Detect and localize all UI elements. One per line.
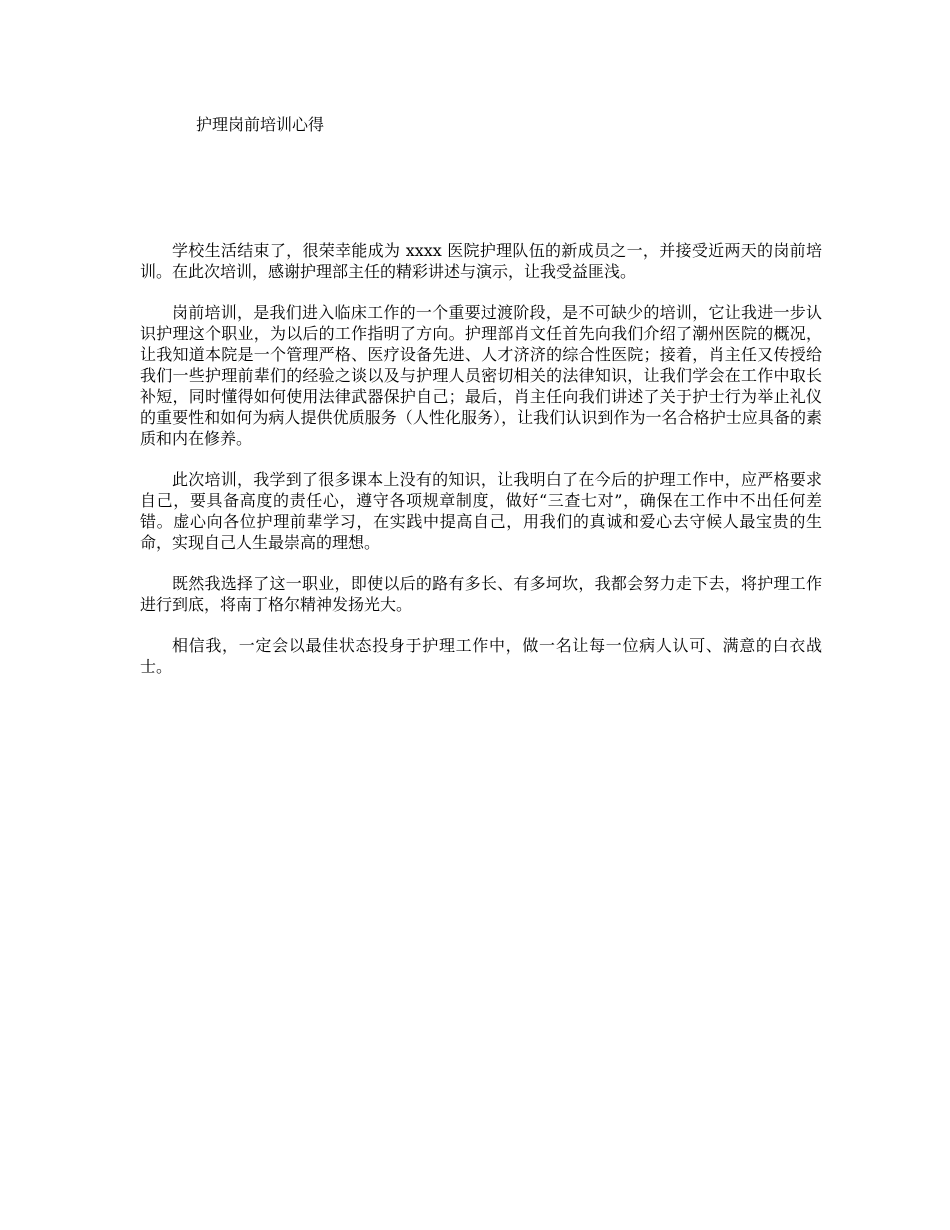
paragraph-2: 岗前培训，是我们进入临床工作的一个重要过渡阶段，是不可缺少的培训，它让我进一步认识护理这个职业，为以后的工作指明了方向。护理部肖文任首先向我们介绍了潮州医院的概况，让我知道本院是一个管理严格、医疗设备先进、人才济济的综合性医院；接着，肖主任又传授给我们一些护理前辈们的经验之谈以及与护理人员密切相关的法律知识，让我们学会在工作中取长补短，同时懂得如何使用法律武器保护自己；最后，肖主任向我们讲述了关于护士行为举止礼仪的重要性和如何为病人提供优质服务（人性化服务），让我们认识到作为一名合格护士应具备的素质和内在修养。: [140, 303, 822, 448]
document-body: [140, 240, 822, 697]
paragraph-5: 相信我，一定会以最佳状态投身于护理工作中，做一名让每一位病人认可、满意的白衣战士。: [140, 636, 822, 676]
document-title: 护理岗前培训心得: [196, 115, 325, 134]
paragraph-3: 此次培训，我学到了很多课本上没有的知识，让我明白了在今后的护理工作中，应严格要求自己，要具备高度的责任心，遵守各项规章制度，做好“三查七对”，确保在工作中不出任何差错。虚心向各位护理前辈学习，在实践中提高自己，用我们的真诚和爱心去守候人最宝贵的生命，实现自己人生最崇高的理想。: [140, 470, 822, 552]
paragraph-1: 学校生活结束了，很荣幸能成为 xxxx 医院护理队伍的新成员之一，并接受近两天的岗前培训。在此次培训，感谢护理部主任的精彩讲述与演示，让我受益匪浅。: [140, 241, 822, 281]
paragraph-4: 既然我选择了这一职业，即使以后的路有多长、有多坷坎，我都会努力走下去，将护理工作进行到底，将南丁格尔精神发扬光大。: [140, 574, 822, 614]
